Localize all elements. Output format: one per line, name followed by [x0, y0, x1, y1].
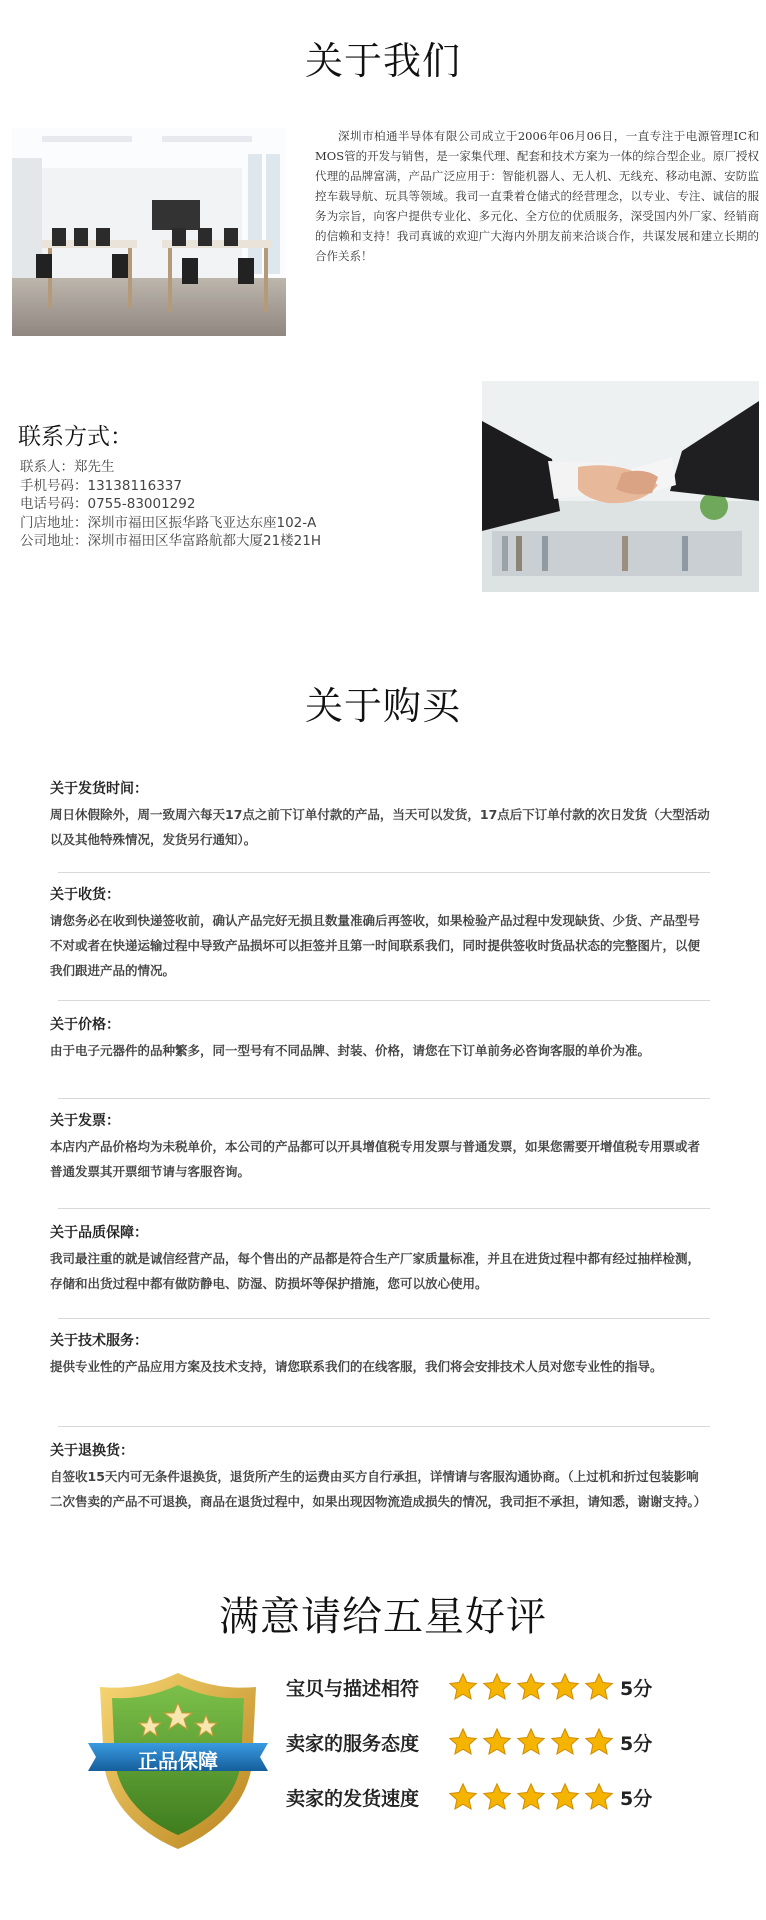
purchase-section-receiving [50, 884, 710, 983]
section-body: 提供专业性的产品应用方案及技术支持，请您联系我们的在线客服，我们将会安排技术人员对您专业性的指导。 [50, 1359, 663, 1374]
star-icon [550, 1727, 580, 1757]
rating-label: 宝贝与描述相符 [286, 1678, 420, 1700]
section-title: 关于发货时间： [50, 781, 148, 797]
star-icon [516, 1782, 546, 1812]
badge-text: 正品保障 [138, 1749, 218, 1773]
star-icon [584, 1727, 614, 1757]
section-divider [58, 1000, 710, 1001]
section-body: 自签收15天内可无条件退换货，退货所产生的运费由买方自行承担，详情请与客服沟通协商。（上过机和折过包装影响二次售卖的产品不可退换，商品在退货过程中，如果出现因物流造成损失的情况，我司拒不承担，请知悉，谢谢支持。） [50, 1469, 707, 1509]
rating-score: 5分 [620, 1788, 653, 1810]
about-title: 关于我们 [304, 39, 461, 83]
purchase-section-quality [50, 1222, 710, 1296]
star-icon [448, 1782, 478, 1812]
star-icon [482, 1727, 512, 1757]
contact-person: 联系人：郑先生 [20, 459, 115, 475]
contact-store-address: 门店地址：深圳市福田区振华路飞亚达东座102-A [20, 514, 317, 531]
office-photo [12, 128, 286, 336]
section-divider [58, 1426, 710, 1427]
section-title: 关于收货： [50, 887, 120, 903]
section-divider [58, 1318, 710, 1319]
review-title: 满意请给五星好评 [219, 1594, 547, 1640]
star-icon [482, 1672, 512, 1702]
contact-phone: 电话号码：0755-83001292 [20, 496, 196, 512]
section-body: 我司最注重的就是诚信经营产品，每个售出的产品都是符合生产厂家质量标准，并且在进货过程中都有经过抽样检测，存储和出货过程中都有做防静电、防湿、防损坏等保护措施，您可以放心使用。 [50, 1251, 701, 1291]
rating-label: 卖家的发货速度 [286, 1788, 420, 1810]
star-icon [584, 1672, 614, 1702]
star-icon [550, 1782, 580, 1812]
star-icon [448, 1727, 478, 1757]
rating-row-shipping-speed [286, 1778, 686, 1818]
authentic-guarantee-badge [88, 1665, 268, 1855]
contact-mobile: 手机号码：13138116337 [20, 477, 182, 494]
section-body: 本店内产品价格均为未税单价，本公司的产品都可以开具增值税专用发票与普通发票，如果您需要开增值税专用票或者普通发票其开票细节请与客服咨询。 [50, 1139, 701, 1179]
rating-stars [448, 1782, 614, 1814]
purchase-section-tech-service [50, 1330, 710, 1379]
section-body: 周日休假除外，周一致周六每天17点之前下订单付款的产品，当天可以发货，17点后下订单付款的次日发货（大型活动以及其他特殊情况，发货另行通知）。 [50, 807, 710, 847]
handshake-photo [482, 381, 759, 592]
purchase-section-returns [50, 1440, 710, 1514]
rating-row-description [286, 1668, 686, 1708]
star-icon [516, 1672, 546, 1702]
section-title: 关于价格： [50, 1017, 120, 1033]
section-divider [58, 1098, 710, 1099]
purchase-section-price [50, 1014, 710, 1063]
section-body: 请您务必在收到快递签收前，确认产品完好无损且数量准确后再签收，如果检验产品过程中发现缺货、少货、产品型号不对或者在快递运输过程中导致产品损坏可以拒签并且第一时间联系我们，同时提供签收时货品状态的完整图片，以便我们跟进产品的情况。 [50, 913, 701, 978]
contact-heading: 联系方式： [18, 424, 133, 450]
rating-row-service [286, 1723, 686, 1763]
rating-score: 5分 [620, 1678, 653, 1700]
star-icon [482, 1782, 512, 1812]
rating-stars [448, 1672, 614, 1704]
contact-company-address: 公司地址：深圳市福田区华富路航都大厦21楼21H [20, 533, 322, 549]
purchase-section-shipping [50, 778, 710, 852]
star-icon [516, 1727, 546, 1757]
rating-label: 卖家的服务态度 [286, 1733, 420, 1755]
star-icon [448, 1672, 478, 1702]
star-icon [550, 1672, 580, 1702]
section-title: 关于发票： [50, 1113, 120, 1129]
contact-list [20, 458, 321, 551]
section-title: 关于技术服务： [50, 1333, 148, 1349]
rating-score: 5分 [620, 1733, 653, 1755]
rating-stars [448, 1727, 614, 1759]
about-paragraph: 深圳市柏通半导体有限公司成立于2006年06月06日，一直专注于电源管理IC和MOS管的开发与销售，是一家集代理、配套和技术方案为一体的综合型企业。原厂授权代理的品牌富满，产品广泛应用于：智能机器人、无人机、无线充、移动电源、安防监控车载导航、玩具等领域。我司一直秉着仓储式的经营理念，以专业、专注、诚信的服务为宗旨，向客户提供专业化、多元化、全方位的优质服务，深受国内外厂家、经销商的信赖和支持！我司真诚的欢迎广大海内外朋友前来洽谈合作，共谋发展和建立长期的合作关系！ [315, 129, 759, 263]
purchase-title: 关于购买 [304, 684, 461, 728]
section-title: 关于退换货： [50, 1443, 134, 1459]
section-body: 由于电子元器件的品种繁多，同一型号有不同品牌、封装、价格，请您在下订单前务必咨询客服的单价为准。 [50, 1043, 651, 1058]
section-title: 关于品质保障： [50, 1225, 148, 1241]
star-icon [584, 1782, 614, 1812]
purchase-section-invoice [50, 1110, 710, 1184]
section-divider [58, 872, 710, 873]
section-divider [58, 1208, 710, 1209]
